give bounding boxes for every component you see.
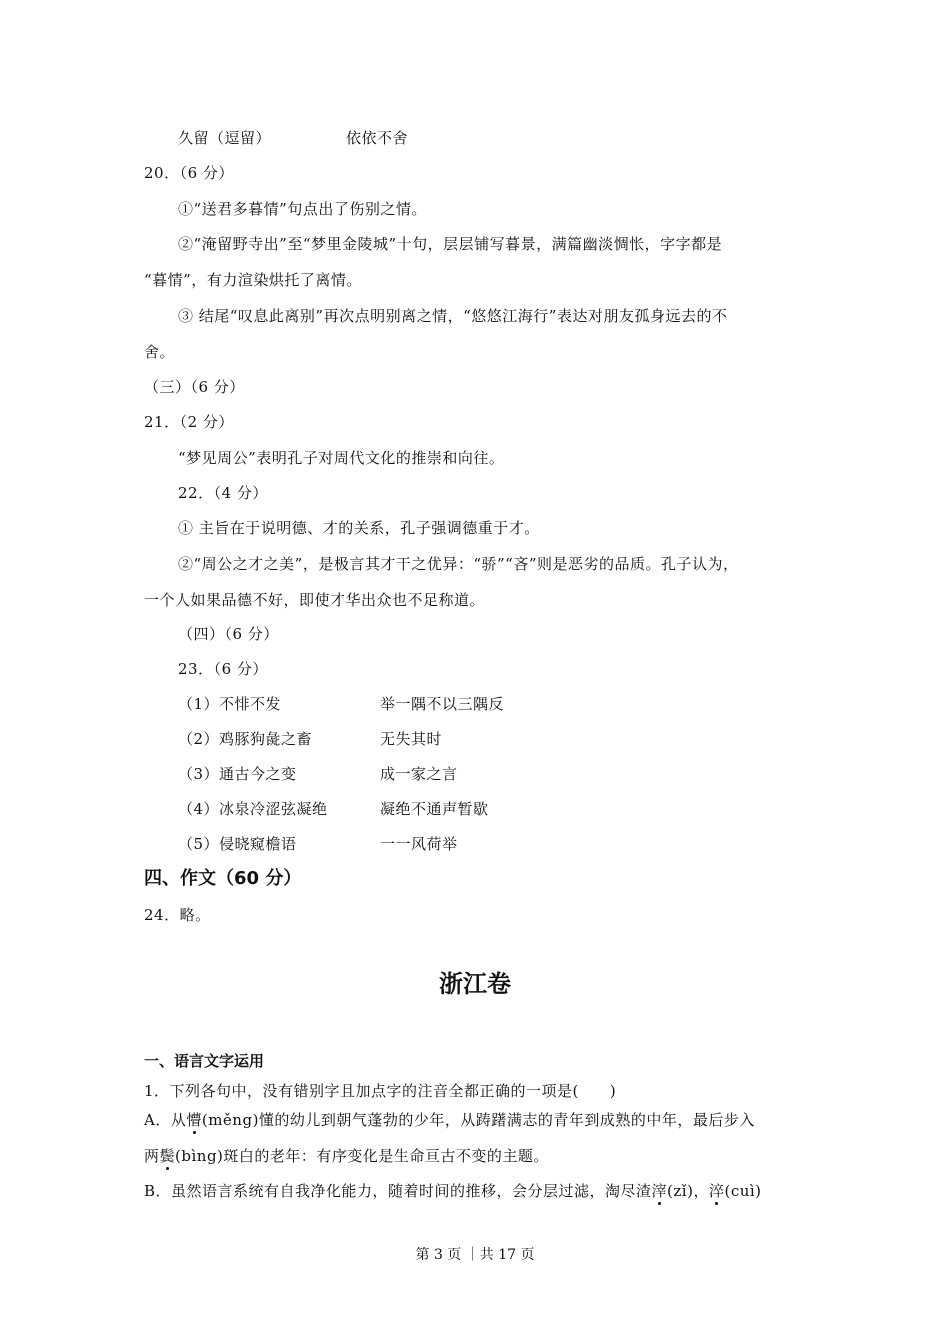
answer-22-point-2: ②“周公之才之美”，是极言其才干之优异：“骄”“吝”则是恶劣的品质。孔子认为， bbox=[178, 555, 739, 573]
answer-23-5-a: （5）侵晓窥檐语 bbox=[178, 835, 297, 853]
zhejiang-option-b-line-1 bbox=[144, 1181, 762, 1201]
answer-23-3-a: （3）通古今之变 bbox=[178, 765, 297, 783]
answer-20-point-3-cont: 舍。 bbox=[144, 343, 176, 361]
option-b-pinyin-2: (cuì) bbox=[724, 1182, 762, 1200]
question-22-header: 22．（4 分） bbox=[178, 484, 268, 502]
answer-23-3-b: 成一家之言 bbox=[380, 765, 458, 783]
answer-23-5-b: 一一风荷举 bbox=[380, 835, 458, 853]
zhejiang-section-1-header: 一、语言文字运用 bbox=[144, 1052, 265, 1070]
dotted-char: 滓 bbox=[651, 1182, 668, 1200]
answer-20-point-2-cont: “暮情”，有力渲染烘托了离情。 bbox=[144, 271, 362, 289]
answer-20-point-1: ①“送君多暮情”句点出了伤别之情。 bbox=[178, 200, 427, 218]
answer-20-point-2: ②“淹留野寺出”至“梦里金陵城”十句，层层铺写暮景，满篇幽淡惆怅，字字都是 bbox=[178, 235, 723, 253]
option-a-text-2: (bìng)斑白的老年：有序变化是生命亘古不变的主题。 bbox=[175, 1147, 549, 1165]
zhejiang-option-a-line-1 bbox=[144, 1110, 755, 1130]
section-3-header: （三）（6 分） bbox=[144, 378, 245, 396]
section-composition-header: 四、作文（60 分） bbox=[144, 868, 302, 889]
zhejiang-option-a-line-2 bbox=[144, 1146, 549, 1166]
answer-20-point-3: ③ 结尾“叹息此离别”再次点明别离之情，“悠悠江海行”表达对朋友孤身远去的不 bbox=[178, 307, 728, 325]
answer-23-1-a: （1）不悱不发 bbox=[178, 695, 282, 713]
answer-24: 24．略。 bbox=[144, 906, 211, 924]
zhejiang-title: 浙江卷 bbox=[439, 970, 511, 998]
dotted-char: 懵 bbox=[186, 1111, 202, 1129]
option-a-text-2-pre: 两 bbox=[144, 1147, 160, 1165]
answer-22-point-2-cont: 一个人如果品德不好，即使才华出众也不足称道。 bbox=[144, 591, 486, 609]
question-20-header: 20．（6 分） bbox=[144, 164, 234, 182]
section-4-header: （四）（6 分） bbox=[178, 625, 279, 643]
answer-line-19-b: 依依不舍 bbox=[346, 129, 409, 147]
answer-23-1-b: 举一隅不以三隅反 bbox=[380, 695, 505, 713]
answer-23-2-b: 无失其时 bbox=[380, 730, 443, 748]
answer-22-point-1: ① 主旨在于说明德、才的关系，孔子强调德重于才。 bbox=[178, 519, 540, 537]
dotted-char: 淬 bbox=[708, 1182, 725, 1200]
option-a-label: A．从 bbox=[144, 1111, 187, 1129]
answer-21: “梦见周公”表明孔子对周代文化的推崇和向往。 bbox=[178, 449, 505, 467]
page-footer: 第 3 页 ｜共 17 页 bbox=[415, 1247, 535, 1263]
question-23-header: 23．（6 分） bbox=[178, 660, 268, 678]
dotted-char: 鬓 bbox=[159, 1147, 176, 1165]
answer-23-2-a: （2）鸡豚狗彘之畜 bbox=[178, 730, 313, 748]
answer-line-19-a: 久留（逗留） bbox=[178, 129, 272, 147]
option-b-text: B．虽然语言系统有自我净化能力，随着时间的推移，会分层过滤，淘尽渣 bbox=[144, 1182, 652, 1200]
option-a-text: (měng)懂的幼儿到朝气蓬勃的少年，从踌躇满志的青年到成熟的中年，最后步入 bbox=[201, 1111, 755, 1129]
option-b-pinyin-1: (zǐ)， bbox=[667, 1182, 709, 1200]
answer-23-4-a: （4）冰泉冷涩弦凝绝 bbox=[178, 800, 328, 818]
question-21-header: 21．（2 分） bbox=[144, 413, 234, 431]
zhejiang-question-1: 1．下列各句中，没有错别字且加点字的注音全都正确的一项是( ) bbox=[144, 1082, 617, 1100]
answer-23-4-b: 凝绝不通声暂歇 bbox=[380, 800, 489, 818]
